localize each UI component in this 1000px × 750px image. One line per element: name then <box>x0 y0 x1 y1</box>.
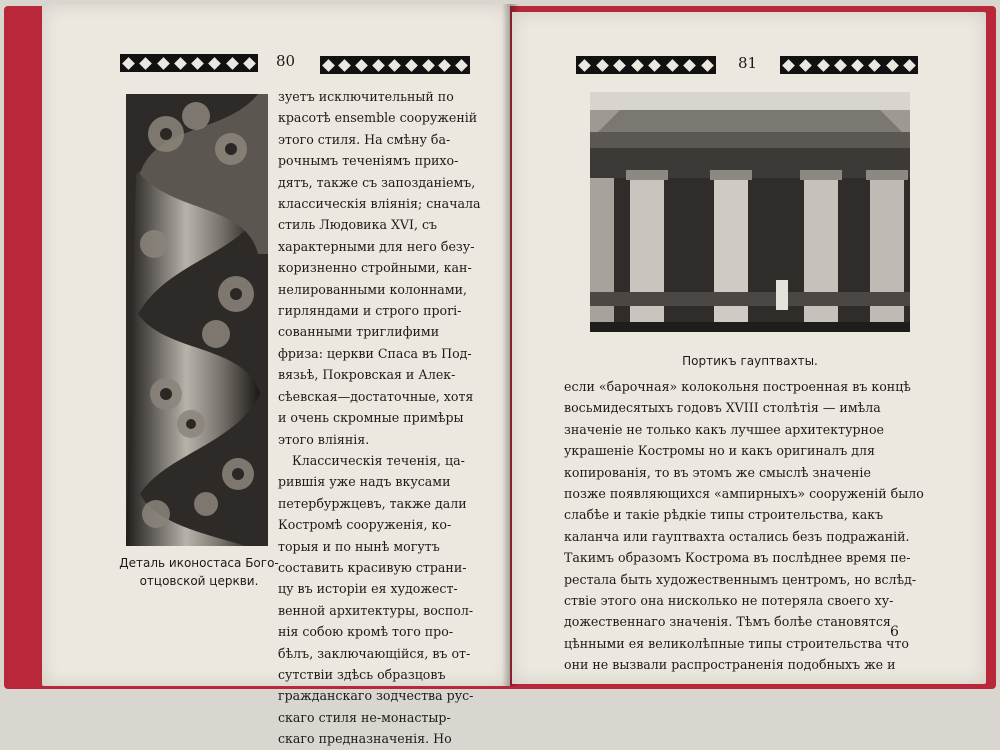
text-line: цѣнными ея великолѣпные типы строительства что <box>564 635 909 651</box>
text-line: петербуржцевъ, также дали <box>278 495 467 511</box>
text-line: копированія, то въ этомъ же смыслѣ значеніе <box>564 464 871 480</box>
text-line: каланча или гауптвахта остались безъ подражаній. <box>564 528 910 544</box>
text-line: рочнымъ теченіямъ прихо- <box>278 153 459 169</box>
right-page <box>512 12 986 684</box>
text-line: зуетъ исключительный по <box>278 89 454 104</box>
text-line: фриза: церкви Спаса въ Под- <box>278 345 472 361</box>
caption-line: Деталь иконостаса Бого- <box>119 556 279 570</box>
text-line: значеніе не только какъ лучшее архитектурное <box>564 421 884 437</box>
header-ornament-right-2 <box>780 56 918 74</box>
page-number-left: 80 <box>276 52 296 70</box>
signature-mark: 6 <box>890 624 899 640</box>
iconostasis-photo <box>126 94 268 546</box>
text-line: сованными триглифими <box>278 324 440 340</box>
left-page <box>42 4 510 747</box>
text-line: характерными для него безу- <box>278 238 475 254</box>
text-line: Классическія теченія, ца- <box>292 452 465 468</box>
text-line: дожественнаго значенія. Тѣмъ болѣе становятся <box>564 614 891 630</box>
text-line: нія собою кромѣ того про- <box>278 624 454 640</box>
text-line: стиль Людовика XVI, съ <box>278 217 438 233</box>
text-line: коризненно стройными, кан- <box>278 260 472 276</box>
page-number-right: 81 <box>738 54 758 72</box>
text-line: нелированными колоннами, <box>278 281 468 297</box>
text-line: слабѣе и такіе рѣдкіе типы строительства, какъ <box>564 507 884 523</box>
portico-photo <box>590 92 910 332</box>
text-line: Костромѣ сооруженія, ко- <box>278 517 452 533</box>
text-line: рестала быть художественнымъ центромъ, но вслѣд- <box>564 571 917 587</box>
text-line: украшеніе Костромы но и какъ оригиналъ для <box>564 443 875 459</box>
text-line: составить красивую страни- <box>278 559 467 575</box>
caption-line: отцовской церкви. <box>139 574 259 588</box>
text-line: позже появляющихся «ампирныхъ» сооруженій было <box>564 486 924 502</box>
header-ornament-left-2 <box>320 56 470 74</box>
text-line: скаго стиля не-монастыр- <box>278 709 451 725</box>
text-line: этого стиля. На смѣну ба- <box>278 131 451 147</box>
header-ornament-right-1 <box>576 56 716 74</box>
portico-caption: Портикъ гауптвахты. <box>682 354 818 368</box>
text-line: венной архитектуры, воспол- <box>278 602 474 618</box>
text-line: и очень скромные примѣры <box>278 410 464 426</box>
text-line: рившія уже надъ вкусами <box>278 474 451 490</box>
text-line: скаго предназначенія. Но <box>278 731 452 747</box>
text-line: восьмидесятыхъ годовъ XVIII столѣтія — имѣла <box>564 400 881 416</box>
left-body-text <box>278 86 481 750</box>
text-line: они не вызвали распространенія подобныхъ же и <box>564 657 896 673</box>
text-line: Такимъ образомъ Кострома въ послѣднее время пе- <box>564 550 911 566</box>
text-line: красотѣ ensemble сооруженій <box>278 110 478 126</box>
text-line: гирляндами и строго проri- <box>278 303 462 319</box>
text-line: сѣевская—достаточные, хотя <box>278 388 474 404</box>
text-line: гражданскаго зодчества рус- <box>278 688 474 704</box>
text-line: ствіе этого она нисколько не потеряла своего ху- <box>564 593 894 609</box>
text-line: сутствіи здѣсь образцовъ <box>278 666 446 682</box>
text-line: этого вліянія. <box>278 431 370 447</box>
text-line: торыя и по нынѣ могутъ <box>278 538 440 554</box>
text-line: дятъ, также съ запозданіемъ, <box>278 174 476 190</box>
header-ornament-left-1 <box>120 54 258 72</box>
right-body-text <box>564 376 964 676</box>
text-line: бѣлъ, заключающійся, въ от- <box>278 645 471 661</box>
iconostasis-caption <box>114 554 284 590</box>
text-line: если «барочная» колокольня построенная въ концѣ <box>564 379 911 394</box>
text-line: вязьѣ, Покровская и Алек- <box>278 367 456 383</box>
text-line: классическія вліянія; сначала <box>278 196 481 212</box>
text-line: цу въ исторіи ея художест- <box>278 581 458 597</box>
